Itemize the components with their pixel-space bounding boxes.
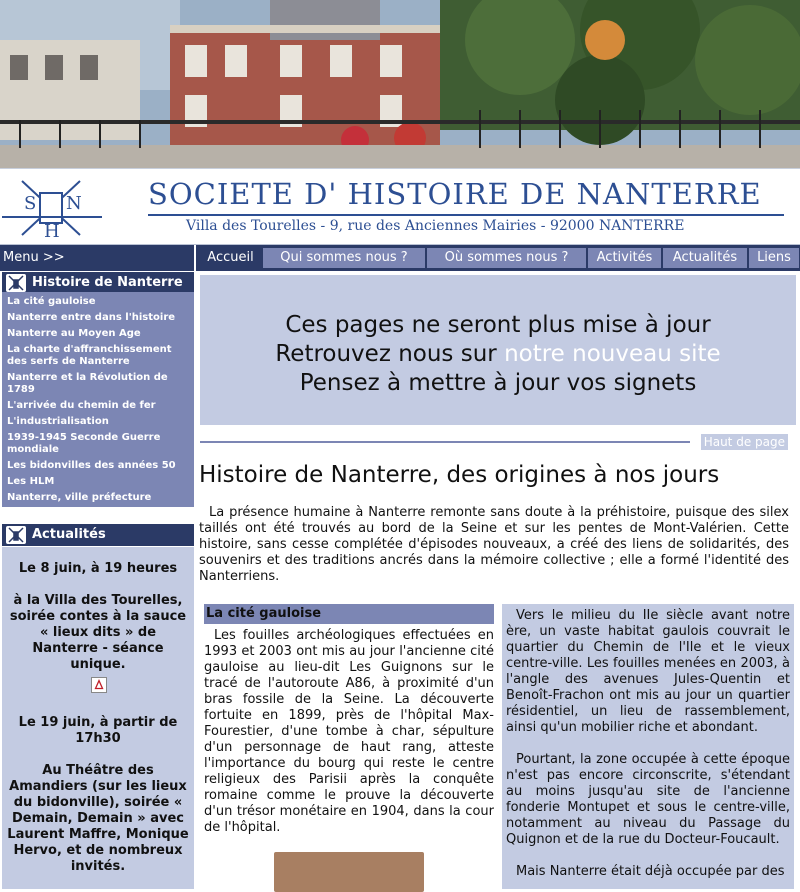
tab-liens[interactable]: Liens [749, 248, 800, 268]
header-banner [0, 168, 800, 245]
history-menu [2, 292, 194, 507]
section-left-text: Les fouilles archéologiques effectuées en 1993 et 2003 ont mis au jour l'ancienne cité gauloise au lieu-dit Les Guignons sur le tracé de l'autoroute A86, à proximité d'un bras fossile de la Seine. La découverte fortuite en 1899, près de l'hôpital Max-Fourestier, d'une tombe à char, sépulture d'un personnage de haut rang, atteste l'importance du bourg qui reste le centre religieux des Parisii après la conquête romaine comme le prouve la découverte d'un trésor monétaire en 1904, dans la cour de l'hôpital. [204, 628, 494, 835]
right-paragraph-2: Pourtant, la zone occupée à cette époque n'est pas encore circonscrite, s'étendant au moins jusqu'au site de l'ancienne fonderie Montupet et sous le centre-ville, notamment au niveau du Passage du Quignon et de la rue du Docteur-Foucault. [506, 752, 790, 847]
tab-ou-sommes-nous[interactable]: Où sommes nous ? [427, 248, 587, 268]
history-link-entre-histoire[interactable]: Nanterre entre dans l'histoire [7, 312, 176, 323]
history-link-charte[interactable]: La charte d'affranchissement des serfs de Nanterre [7, 344, 172, 367]
separator-row [200, 434, 796, 450]
site-title: SOCIETE D' HISTOIRE DE NANTERRE [148, 177, 762, 211]
history-link-seconde-guerre[interactable]: 1939-1945 Seconde Guerre mondiale [7, 432, 161, 455]
logo-letter-n: N [66, 193, 82, 214]
notice-line2-prefix: Retrouvez nous sur [275, 341, 505, 367]
header-photo [0, 0, 800, 168]
notice-line1: Ces pages ne seront plus mise à jour [285, 312, 711, 338]
back-to-top-link[interactable]: Haut de page [701, 434, 788, 450]
logo-letter-s: S [24, 193, 37, 214]
windmill-icon [6, 274, 26, 292]
main-content [196, 271, 800, 889]
new-site-link[interactable]: notre nouveau site [504, 341, 721, 367]
history-link-cite-gauloise[interactable]: La cité gauloise [7, 296, 96, 307]
tab-accueil[interactable]: Accueil [200, 248, 262, 268]
notice-line3: Pensez à mettre à jour vos signets [299, 370, 697, 396]
news-event1-text: à la Villa des Tourelles, soirée contes à la sauce « lieux dits » de Nanterre - séance unique. [9, 593, 187, 672]
section-right-column [502, 604, 794, 889]
history-box-header [2, 272, 194, 294]
history-link-moyen-age[interactable]: Nanterre au Moyen Age [7, 328, 141, 339]
history-link-hlm[interactable]: Les HLM [7, 476, 55, 487]
banner-divider [148, 214, 784, 216]
notice-line2 [200, 340, 796, 369]
separator-line [200, 441, 690, 443]
history-link-prefecture[interactable]: Nanterre, ville préfecture [7, 492, 152, 503]
history-link-bidonvilles[interactable]: Les bidonvilles des années 50 [7, 460, 176, 471]
windmill-icon [6, 526, 26, 544]
society-logo [2, 173, 102, 241]
news-box-title: Actualités [32, 527, 106, 542]
history-link-chemin-de-fer[interactable]: L'arrivée du chemin de fer [7, 400, 156, 411]
news-event1-date: Le 8 juin, à 19 heures [18, 561, 178, 576]
main-nav [0, 245, 800, 271]
news-box [2, 547, 194, 889]
site-header [0, 0, 800, 245]
site-address: Villa des Tourelles - 9, rue des Anciennes Mairies - 92000 NANTERRE [186, 218, 685, 234]
section-left-column [204, 604, 494, 889]
news-box-header [2, 524, 194, 546]
news-event2-text: Au Théâtre des Amandiers (sur les lieux du bidonville), soirée « Demain, Demain » avec Laurent Maffre, Monique Hervo, et de nombreux invités. [7, 763, 189, 874]
history-link-industrialisation[interactable]: L'industrialisation [7, 416, 109, 427]
right-paragraph-3: Mais Nanterre était déjà occupée par des [516, 864, 785, 879]
right-paragraph-1: Vers le milieu du IIe siècle avant notre ère, un vaste habitat gaulois couvrait le quartier du Chemin de l'Ile et le vieux centre-ville. Les fouilles menées en 2003, à l'angle des avenues Jules-Quentin et Benoît-Frachon ont mis au jour un quartier résidentiel, un lieu de rassemblement, ainsi qu'un mobilier riche et abondant. [506, 608, 790, 735]
tab-qui-sommes-nous[interactable]: Qui sommes nous ? [263, 248, 426, 268]
intro-paragraph: La présence humaine à Nanterre remonte sans doute à la préhistoire, puisque des silex taillés ont été trouvés au bord de la Seine et sur les pentes de Mont-Valérien. Cette histoire, sans cesse complétée d'épisodes nouveaux, a créé des liens de solidarités, des souvenirs et des traditions ancrés dans la mémoire collective ; elle a formé l'identité des Nanterriens. [199, 505, 789, 584]
menu-toggle[interactable]: Menu >> [0, 245, 196, 271]
artifact-photo [274, 852, 424, 892]
pdf-icon[interactable] [91, 677, 107, 693]
page-title: Histoire de Nanterre, des origines à nos jours [199, 462, 720, 488]
logo-letter-h: H [44, 221, 60, 241]
tab-actualites[interactable]: Actualités [663, 248, 748, 268]
villa-photo [0, 0, 800, 168]
tab-activites[interactable]: Activités [588, 248, 662, 268]
notice-box [200, 275, 796, 425]
history-link-revolution[interactable]: Nanterre et la Révolution de 1789 [7, 372, 168, 395]
section-title: La cité gauloise [204, 604, 494, 624]
news-event2-date: Le 19 juin, à partir de 17h30 [18, 715, 178, 746]
history-box-title: Histoire de Nanterre [32, 275, 183, 290]
